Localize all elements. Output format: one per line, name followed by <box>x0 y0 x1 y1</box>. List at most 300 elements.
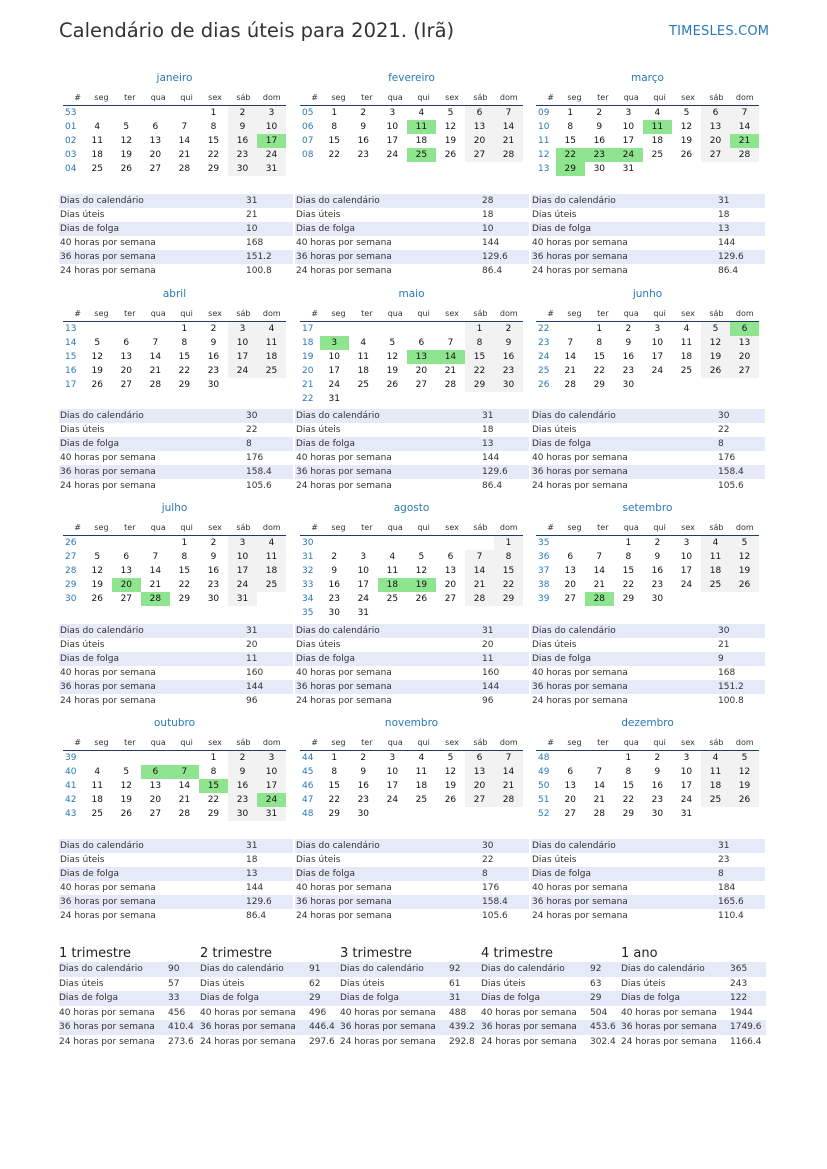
day-cell: 28 <box>178 809 191 819</box>
day-cell: 29 <box>622 594 635 604</box>
day-cell: 3 <box>389 753 396 763</box>
stat-value: 105.6 <box>718 481 744 491</box>
weekday-label: seg <box>331 309 346 318</box>
week-number: 33 <box>302 580 314 590</box>
day-cell <box>112 322 141 336</box>
day-cell: 5 <box>701 322 730 336</box>
summary-value: 122 <box>730 993 748 1003</box>
day-cell: 31 <box>257 807 286 821</box>
day-cell: 26 <box>701 364 730 378</box>
weekday-label: # <box>547 738 554 747</box>
stat-row <box>59 666 293 680</box>
day-cell: 27 <box>415 380 428 390</box>
weekday-header <box>536 522 759 536</box>
day-cell <box>465 392 494 406</box>
day-cell: 22 <box>328 795 340 805</box>
day-cell: 10 <box>386 767 399 777</box>
day-cell: 6 <box>567 767 574 777</box>
day-cell: 16 <box>357 781 370 791</box>
summary-label: 40 horas por semana <box>340 1007 436 1018</box>
weekday-label: qua <box>623 738 639 747</box>
day-cell: 4 <box>654 108 661 118</box>
day-cell: 7 <box>447 338 454 348</box>
weekday-label: sáb <box>709 738 724 747</box>
day-cell: 18 <box>91 150 103 160</box>
stat-row <box>59 694 293 708</box>
day-cell: 31 <box>257 162 286 176</box>
weekday-label: dom <box>735 523 754 532</box>
day-cell: 14 <box>178 136 191 146</box>
stat-row <box>59 264 293 278</box>
day-cell: 10 <box>357 566 370 576</box>
stat-value: 21 <box>246 210 258 220</box>
summary-label: 36 horas por semana <box>481 1022 577 1032</box>
stat-value: 30 <box>718 626 730 636</box>
stat-value: 176 <box>718 453 736 463</box>
month-title: março <box>631 72 664 84</box>
summary-value: 504 <box>590 1007 608 1018</box>
month-title: setembro <box>622 502 673 514</box>
day-cell: 19 <box>407 578 436 592</box>
day-cell <box>465 807 494 821</box>
day-cell: 13 <box>730 336 759 350</box>
stat-value: 176 <box>246 453 264 463</box>
day-cell: 21 <box>178 150 191 160</box>
stat-row <box>59 194 293 208</box>
stat-row <box>531 465 765 479</box>
day-cell: 3 <box>320 336 349 350</box>
stat-row <box>531 624 765 638</box>
stat-label: Dias do calendário <box>60 196 144 206</box>
month-title: fevereiro <box>388 72 435 84</box>
stat-value: 8 <box>246 439 252 449</box>
stat-label: 40 horas por semana <box>60 453 156 463</box>
weekday-label: qua <box>387 93 403 102</box>
summary-label: Dias de folga <box>59 993 119 1003</box>
stat-value: 129.6 <box>482 252 508 262</box>
week-row <box>536 322 759 336</box>
weekday-label: qua <box>623 309 639 318</box>
day-cell: 20 <box>415 366 428 376</box>
weekday-label: qui <box>417 523 430 532</box>
day-cell <box>349 322 378 336</box>
summary-label: 40 horas por semana <box>621 1007 717 1018</box>
day-cell: 8 <box>331 767 338 777</box>
summary-row <box>59 1020 199 1035</box>
week-number: 30 <box>65 594 77 604</box>
day-cell: 27 <box>149 809 162 819</box>
brand-link[interactable]: TIMESLES.COM <box>669 24 770 39</box>
stat-row <box>295 423 529 437</box>
week-number: 39 <box>65 753 77 763</box>
calendar-grid <box>536 92 759 176</box>
stat-label: 40 horas por semana <box>532 668 628 678</box>
weekday-label: ter <box>361 309 373 318</box>
day-cell: 15 <box>328 136 340 146</box>
weekday-label: qui <box>653 738 666 747</box>
weekday-label: ter <box>124 523 136 532</box>
day-cell: 11 <box>257 336 286 350</box>
page-title: Calendário de dias úteis para 2021. (Irã) <box>59 19 455 42</box>
week-number: 19 <box>302 352 314 362</box>
day-cell: 3 <box>257 751 286 765</box>
weekday-label: # <box>74 738 81 747</box>
stat-row <box>295 250 529 264</box>
week-row <box>63 751 286 765</box>
stat-row <box>295 208 529 222</box>
day-cell: 13 <box>701 120 730 134</box>
day-cell: 20 <box>149 795 162 805</box>
weekday-header <box>536 737 759 751</box>
day-cell: 29 <box>622 809 635 819</box>
week-number: 22 <box>538 324 550 334</box>
stat-value: 18 <box>482 425 494 435</box>
day-cell: 19 <box>120 150 133 160</box>
day-cell: 29 <box>494 592 523 606</box>
day-cell <box>320 536 349 550</box>
day-cell: 25 <box>257 364 286 378</box>
summary-row <box>200 991 340 1006</box>
day-cell: 24 <box>386 150 399 160</box>
stat-label: Dias de folga <box>60 439 120 449</box>
stat-value: 8 <box>718 869 724 879</box>
week-row <box>536 336 759 350</box>
week-row <box>300 106 523 120</box>
day-cell: 2 <box>654 753 661 763</box>
stat-value: 18 <box>482 210 494 220</box>
week-number: 31 <box>302 552 314 562</box>
day-cell: 12 <box>120 781 133 791</box>
week-number: 20 <box>302 366 314 376</box>
day-cell: 18 <box>378 578 407 592</box>
day-cell: 13 <box>465 120 494 134</box>
day-cell: 12 <box>701 336 730 350</box>
day-cell: 12 <box>91 566 103 576</box>
week-row <box>63 536 286 550</box>
day-cell: 24 <box>386 795 399 805</box>
day-cell: 9 <box>654 767 661 777</box>
summary-block <box>200 946 340 1049</box>
day-cell: 5 <box>730 751 759 765</box>
week-number: 14 <box>65 338 77 348</box>
stat-label: 40 horas por semana <box>60 238 156 248</box>
day-cell <box>378 322 407 336</box>
day-cell <box>141 751 170 765</box>
summary-title: 4 trimestre <box>481 946 554 961</box>
week-row <box>536 578 759 592</box>
summary-value: 302.4 <box>590 1036 616 1047</box>
stat-value: 144 <box>482 238 500 248</box>
day-cell: 22 <box>207 795 220 805</box>
summary-block <box>621 946 767 1049</box>
weekday-header <box>300 522 523 536</box>
summary-row <box>481 1020 621 1035</box>
week-number: 13 <box>65 324 77 334</box>
weekday-label: # <box>311 523 318 532</box>
stat-label: Dias de folga <box>532 869 592 879</box>
stat-value: 31 <box>718 841 730 851</box>
stat-row <box>59 250 293 264</box>
summary-block <box>59 946 199 1049</box>
weekday-label: # <box>547 309 554 318</box>
day-cell <box>83 106 112 120</box>
weekday-label: qua <box>387 309 403 318</box>
weekday-header <box>63 92 286 106</box>
day-cell: 10 <box>651 338 664 348</box>
day-cell: 23 <box>207 580 220 590</box>
day-cell: 19 <box>386 366 399 376</box>
stat-value: 11 <box>482 654 494 664</box>
stat-value: 22 <box>718 425 730 435</box>
day-cell: 6 <box>152 122 159 132</box>
weekday-label: qui <box>417 93 430 102</box>
week-number: 46 <box>302 781 314 791</box>
day-cell: 11 <box>386 566 399 576</box>
weekday-label: sáb <box>236 523 251 532</box>
day-cell: 4 <box>94 767 101 777</box>
calendar-grid <box>536 522 759 606</box>
stat-label: Dias de folga <box>60 654 120 664</box>
day-cell: 11 <box>415 767 428 777</box>
stat-row <box>59 638 293 652</box>
summary-row <box>340 1020 480 1035</box>
day-cell: 8 <box>181 338 188 348</box>
day-cell <box>672 378 701 392</box>
summary-value: 292.8 <box>449 1036 475 1047</box>
weekday-label: ter <box>124 309 136 318</box>
month-title: junho <box>632 288 663 300</box>
stat-row <box>59 652 293 666</box>
day-cell: 8 <box>210 122 217 132</box>
stat-label: Dias de folga <box>296 224 356 234</box>
summary-value: 456 <box>168 1007 186 1018</box>
stat-row <box>295 895 529 909</box>
week-row <box>536 793 759 807</box>
day-cell: 27 <box>564 594 576 604</box>
weekday-label: ter <box>361 738 373 747</box>
day-cell: 26 <box>91 594 103 604</box>
summary-value: 62 <box>309 978 321 989</box>
summary-label: Dias de folga <box>340 993 400 1003</box>
day-cell: 8 <box>494 550 523 564</box>
summary-block <box>340 946 480 1049</box>
day-cell: 15 <box>564 136 576 146</box>
week-number: 34 <box>302 594 314 604</box>
summary-row <box>200 962 340 977</box>
day-cell: 1 <box>596 324 603 334</box>
day-cell: 10 <box>680 552 693 562</box>
day-cell: 5 <box>418 552 425 562</box>
stat-value: 129.6 <box>246 897 272 907</box>
weekday-label: sáb <box>709 93 724 102</box>
day-cell: 19 <box>444 781 457 791</box>
stat-label: 24 horas por semana <box>296 266 392 276</box>
stat-row <box>295 437 529 451</box>
weekday-label: ter <box>361 523 373 532</box>
day-cell: 7 <box>494 751 523 765</box>
weekday-label: dom <box>735 309 754 318</box>
weekday-label: qua <box>623 523 639 532</box>
week-row <box>63 793 286 807</box>
weekday-label: qui <box>180 738 193 747</box>
week-number: 02 <box>65 136 77 146</box>
stat-value: 144 <box>246 883 264 893</box>
stat-value: 168 <box>718 668 736 678</box>
day-cell: 28 <box>465 592 494 606</box>
stat-label: 40 horas por semana <box>296 453 392 463</box>
stat-label: 24 horas por semana <box>296 481 392 491</box>
day-cell: 18 <box>257 350 286 364</box>
weekday-label: qui <box>417 309 430 318</box>
stat-row <box>531 236 765 250</box>
summary-value: 1944 <box>730 1007 753 1018</box>
day-cell: 6 <box>141 765 170 779</box>
day-cell <box>701 807 730 821</box>
day-cell: 26 <box>120 809 133 819</box>
week-number: 05 <box>302 108 314 118</box>
stat-row <box>295 680 529 694</box>
day-cell: 19 <box>444 136 457 146</box>
week-number: 08 <box>302 150 314 160</box>
weekday-label: qui <box>653 523 666 532</box>
day-cell: 17 <box>622 136 635 146</box>
day-cell: 27 <box>444 594 457 604</box>
stat-value: 105.6 <box>482 911 508 921</box>
stat-row <box>531 208 765 222</box>
summary-value: 33 <box>168 993 180 1003</box>
day-cell: 2 <box>228 751 257 765</box>
day-cell <box>701 592 730 606</box>
day-cell: 2 <box>228 106 257 120</box>
day-cell: 23 <box>328 594 340 604</box>
day-cell: 8 <box>465 336 494 350</box>
day-cell: 29 <box>465 378 494 392</box>
week-row <box>300 134 523 148</box>
day-cell: 30 <box>228 807 257 821</box>
weekday-label: seg <box>94 738 109 747</box>
day-cell: 21 <box>593 580 606 590</box>
weekday-label: # <box>74 93 81 102</box>
day-cell: 21 <box>465 578 494 592</box>
week-row <box>300 807 523 821</box>
summary-row <box>621 962 767 977</box>
stat-row <box>295 479 529 493</box>
stat-label: Dias úteis <box>60 855 105 865</box>
stat-value: 10 <box>246 224 258 234</box>
day-cell: 22 <box>178 366 191 376</box>
day-cell <box>378 606 407 620</box>
stat-value: 176 <box>482 883 500 893</box>
week-row <box>63 578 286 592</box>
day-cell: 10 <box>328 352 340 362</box>
week-row <box>300 765 523 779</box>
day-cell: 8 <box>625 552 632 562</box>
stat-row <box>531 250 765 264</box>
stat-row <box>59 867 293 881</box>
week-number: 09 <box>538 108 550 118</box>
stat-value: 144 <box>482 453 500 463</box>
stat-row <box>59 236 293 250</box>
summary-label: 40 horas por semana <box>200 1007 296 1018</box>
day-cell: 20 <box>564 580 576 590</box>
day-cell: 22 <box>622 580 635 590</box>
stat-row <box>531 881 765 895</box>
weekday-label: seg <box>567 523 582 532</box>
stat-label: Dias do calendário <box>296 196 380 206</box>
stat-value: 100.8 <box>246 266 272 276</box>
day-cell: 11 <box>257 550 286 564</box>
summary-row <box>481 977 621 992</box>
day-cell: 22 <box>178 580 191 590</box>
stat-row <box>531 409 765 423</box>
day-cell: 1 <box>465 322 494 336</box>
day-cell: 19 <box>730 779 759 793</box>
day-cell: 16 <box>228 134 257 148</box>
week-number: 32 <box>302 566 314 576</box>
day-cell: 13 <box>564 566 576 576</box>
stat-label: 24 horas por semana <box>532 696 628 706</box>
summary-value: 297.6 <box>309 1036 335 1047</box>
day-cell: 2 <box>596 108 603 118</box>
weekday-label: ter <box>597 93 609 102</box>
stat-label: Dias úteis <box>532 210 577 220</box>
day-cell: 21 <box>149 366 162 376</box>
weekday-label: sex <box>208 93 222 102</box>
day-cell: 11 <box>357 352 370 362</box>
week-row <box>300 779 523 793</box>
summary-row <box>59 991 199 1006</box>
stat-label: Dias de folga <box>296 654 356 664</box>
day-cell <box>465 536 494 550</box>
stat-value: 20 <box>482 640 494 650</box>
summary-label: Dias úteis <box>200 978 245 989</box>
day-cell <box>407 322 436 336</box>
week-number: 03 <box>65 150 77 160</box>
weekday-label: sáb <box>473 309 488 318</box>
day-cell: 15 <box>465 350 494 364</box>
day-cell: 15 <box>207 136 220 146</box>
weekday-label: qua <box>623 93 639 102</box>
day-cell: 18 <box>357 366 370 376</box>
day-cell: 23 <box>622 366 635 376</box>
week-number: 04 <box>65 164 77 174</box>
day-cell: 6 <box>465 751 494 765</box>
summary-value: 453.6 <box>590 1022 616 1032</box>
day-cell: 19 <box>91 366 103 376</box>
stat-value: 28 <box>482 196 494 206</box>
day-cell: 2 <box>494 322 523 336</box>
day-cell <box>83 536 112 550</box>
week-number: 26 <box>538 380 550 390</box>
stat-label: 24 horas por semana <box>532 481 628 491</box>
month-stats <box>531 409 765 493</box>
summary-row <box>340 1035 480 1050</box>
day-cell: 16 <box>651 566 664 576</box>
stat-label: 36 horas por semana <box>296 682 392 692</box>
stat-value: 31 <box>246 196 258 206</box>
weekday-header <box>536 92 759 106</box>
month-title: outubro <box>153 717 196 729</box>
week-row <box>536 106 759 120</box>
week-number: 12 <box>538 150 550 160</box>
day-cell: 14 <box>465 564 494 578</box>
stat-label: 24 horas por semana <box>532 266 628 276</box>
week-number: 42 <box>65 795 77 805</box>
day-cell: 6 <box>465 106 494 120</box>
week-row <box>300 793 523 807</box>
stat-row <box>59 409 293 423</box>
month-stats <box>531 624 765 708</box>
